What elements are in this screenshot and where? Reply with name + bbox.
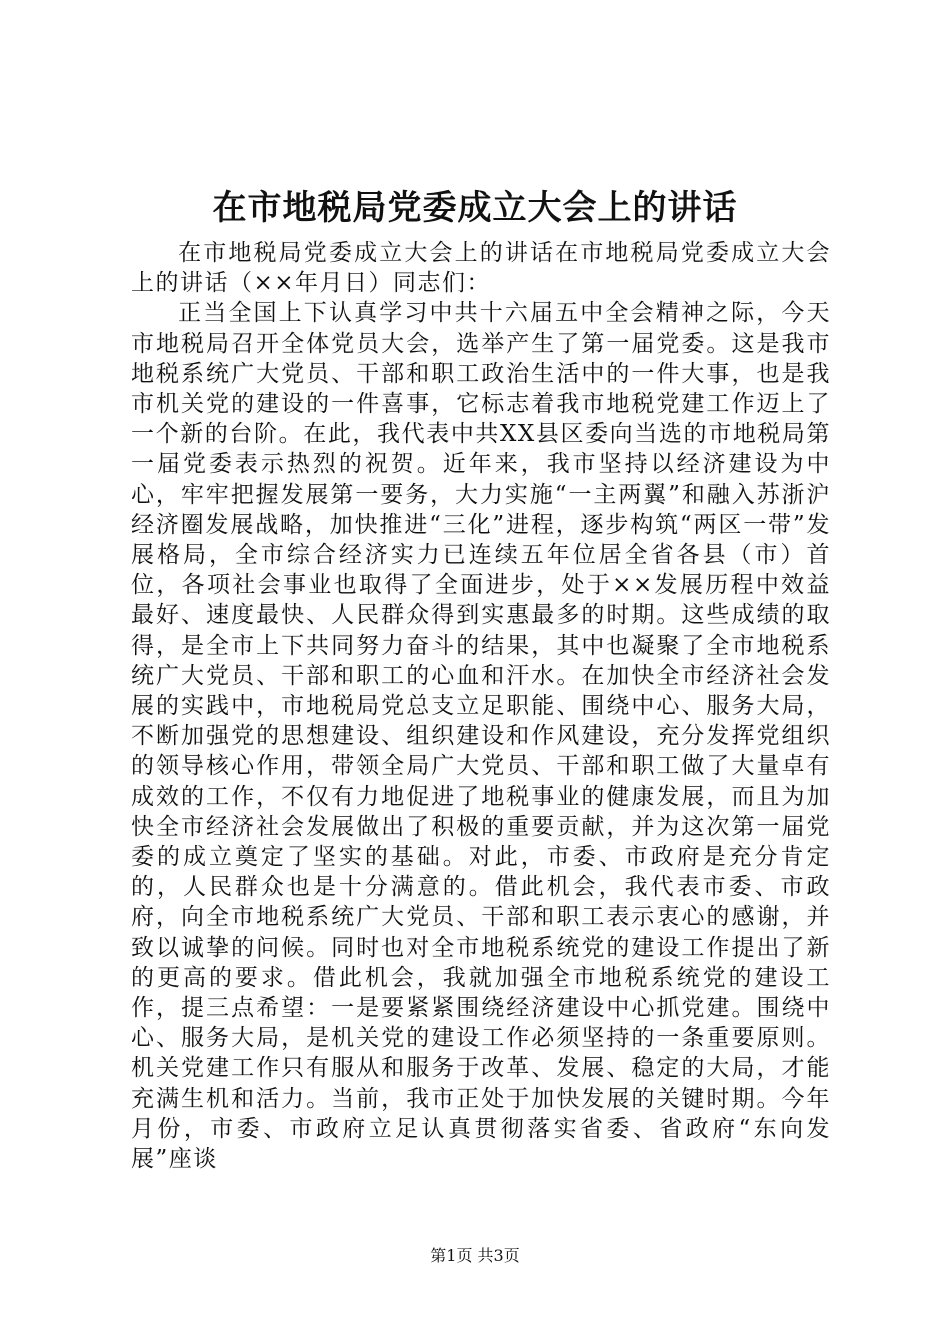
paragraph-intro: 在市地税局党委成立大会上的讲话在市地税局党委成立大会上的讲话（××年月日）同志们： [131,240,831,297]
page-footer: 第1页 共3页 [430,1246,520,1265]
page-title: 在市地税局党委成立大会上的讲话 [212,188,738,228]
document-body [131,238,831,1174]
paragraph-main: 正当全国上下认真学习中共十六届五中全会精神之际，今天市地税局召开全体党员大会，选举产生了第一届党委。这是我市地税系统广大党员、干部和职工政治生活中的一件大事，也是我市机关党的建设的一件喜事，它标志着我市地税党建工作迈上了一个新的台阶。在此，我代表中共XX县区委向当选的市地税局第一届党委表示热烈的祝贺。近年来，我市坚持以经济建设为中心，牢牢把握发展第一要务，大力实施“一主两翼”和融入苏浙沪经济圈发展战略，加快推进“三化”进程，逐步构筑“两区一带”发展格局，全市综合经济实力已连续五年位居全省各县（市）首位，各项社会事业也取得了全面进步，处于××发展历程中效益最好、速度最快、人民群众得到实惠最多的时期。这些成绩的取得，是全市上下共同努力奋斗的结果，其中也凝聚了全市地税系统广大党员、干部和职工的心血和汗水。在加快全市经济社会发展的实践中，市地税局党总支立足职能、围绕中心、服务大局，不断加强党的思想建设、组织建设和作风建设，充分发挥党组织的领导核心作用，带领全局广大党员、干部和职工做了大量卓有成效的工作，不仅有力地促进了地税事业的健康发展，而且为加快全市经济社会发展做出了积极的重要贡献，并为这次第一届党委的成立奠定了坚实的基础。对此，市委、市政府是充分肯定的，人民群众也是十分满意的。借此机会，我代表市委、市政府，向全市地税系统广大党员、干部和职工表示衷心的感谢，并致以诚挚的问候。同时也对全市地税系统党的建设工作提出了新的更高的要求。借此机会，我就加强全市地税系统党的建设工作，提三点希望：一是要紧紧围绕经济建设中心抓党建。围绕中心、服务大局，是机关党的建设工作必须坚持的一条重要原则。机关党建工作只有服从和服务于改革、发展、稳定的大局，才能充满生机和活力。当前，我市正处于加快发展的关键时期。今年月份，市委、市政府立足认真贯彻落实省委、省政府“东向发展”座谈 [131,300,831,1173]
